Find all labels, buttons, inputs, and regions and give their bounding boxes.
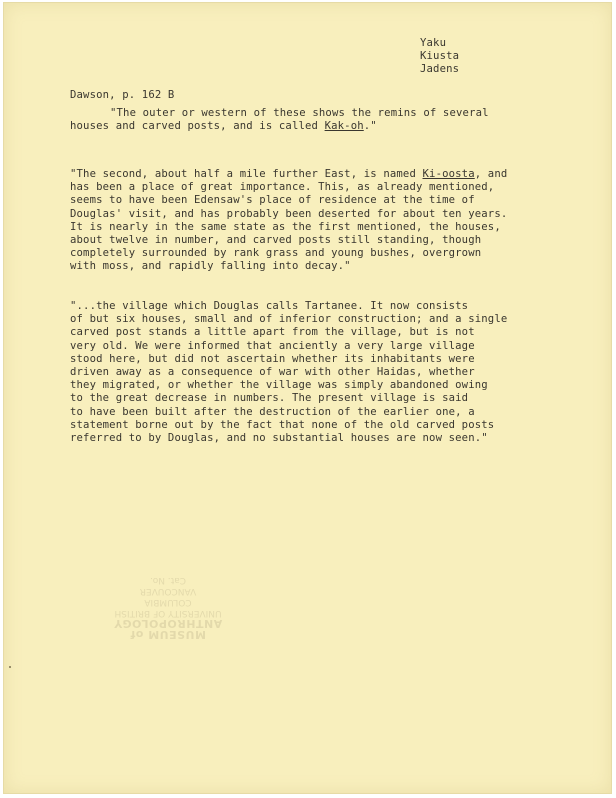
quote3-line: to have been built after the destruction of the earlier one, a: [70, 405, 475, 418]
quote3-line: carved post stands a little apart from the village, but is not: [70, 326, 475, 339]
quote3-line: to the great decrease in numbers. The present village is said: [70, 392, 469, 405]
quote3-line: of but six houses, small and of inferior construction; and a single: [70, 313, 508, 326]
header-list-item: Kiusta: [420, 50, 460, 63]
quote3-line: they migrated, or whether the village was simply abandoned owing: [70, 379, 488, 392]
place-name-kak-oh: Kak-oh: [324, 120, 364, 132]
quote1-text: .": [363, 120, 377, 132]
citation: [70, 89, 174, 102]
quote2-text: "The second, about half a mile further East, is named: [70, 168, 423, 180]
quote2-line: [70, 168, 507, 181]
paper-speck: [9, 666, 11, 668]
place-name-ki-oosta: Ki-oosta: [422, 168, 475, 180]
quote3-line: "...the village which Douglas calls Tartanee. It now consists: [70, 300, 469, 312]
quote3-line: referred to by Douglas, and no substantial houses are now seen.": [70, 431, 488, 444]
quote-paragraph-2: [70, 168, 507, 274]
quote2-line: about twelve in number, and carved posts still standing, though: [70, 233, 482, 246]
quote3-line: stood here, but did not ascertain whether its inhabitants were: [70, 352, 475, 365]
quote3-line: very old. We were informed that anciently a very large village: [70, 339, 475, 352]
quote1-text: houses and carved posts, and is called: [70, 120, 325, 132]
quote2-line: has been a place of great importance. This, as already mentioned,: [70, 181, 495, 194]
stamp-line: VANCOUVER: [139, 586, 197, 596]
header-list-item: Jadens: [420, 63, 460, 76]
citation-text: Dawson, p. 162 B: [70, 89, 175, 101]
stamp-line: Cat. No.: [150, 575, 186, 585]
stamp-line: COLUMBIA: [144, 597, 192, 607]
quote3-line: statement borne out by the fact that none of the old carved posts: [70, 418, 495, 431]
quote2-line: Douglas' visit, and has probably been deserted for about ten years.: [70, 207, 508, 220]
quote-paragraph-1-cont: [70, 120, 377, 133]
museum-stamp-bleedthrough: [93, 570, 243, 640]
quote2-text: , and: [474, 168, 508, 180]
stamp-line: UNIVERSITY OF BRITISH: [114, 608, 222, 618]
quote-paragraph-1: [110, 107, 489, 120]
quote1-line: "The outer or western of these shows the remins of several: [110, 107, 489, 119]
stamp-line: MUSEUM of ANTHROPOLOGY: [113, 617, 223, 641]
quote2-line: with moss, and rapidly falling into decay.": [70, 260, 351, 273]
quote2-line: It is nearly in the same state as the first mentioned, the houses,: [70, 220, 501, 233]
header-list: [420, 37, 459, 77]
quote2-line: seems to have been Edensaw's place of residence at the time of: [70, 194, 475, 207]
quote-paragraph-3: [70, 300, 507, 445]
quote3-line: driven away as a consequence of war with other Haidas, whether: [70, 365, 475, 378]
quote2-line: completely surrounded by rank grass and young bushes, overgrown: [70, 247, 482, 260]
quote1-line: [70, 120, 377, 133]
paper-sheet: [3, 2, 612, 794]
header-list-item: Yaku: [420, 37, 447, 49]
